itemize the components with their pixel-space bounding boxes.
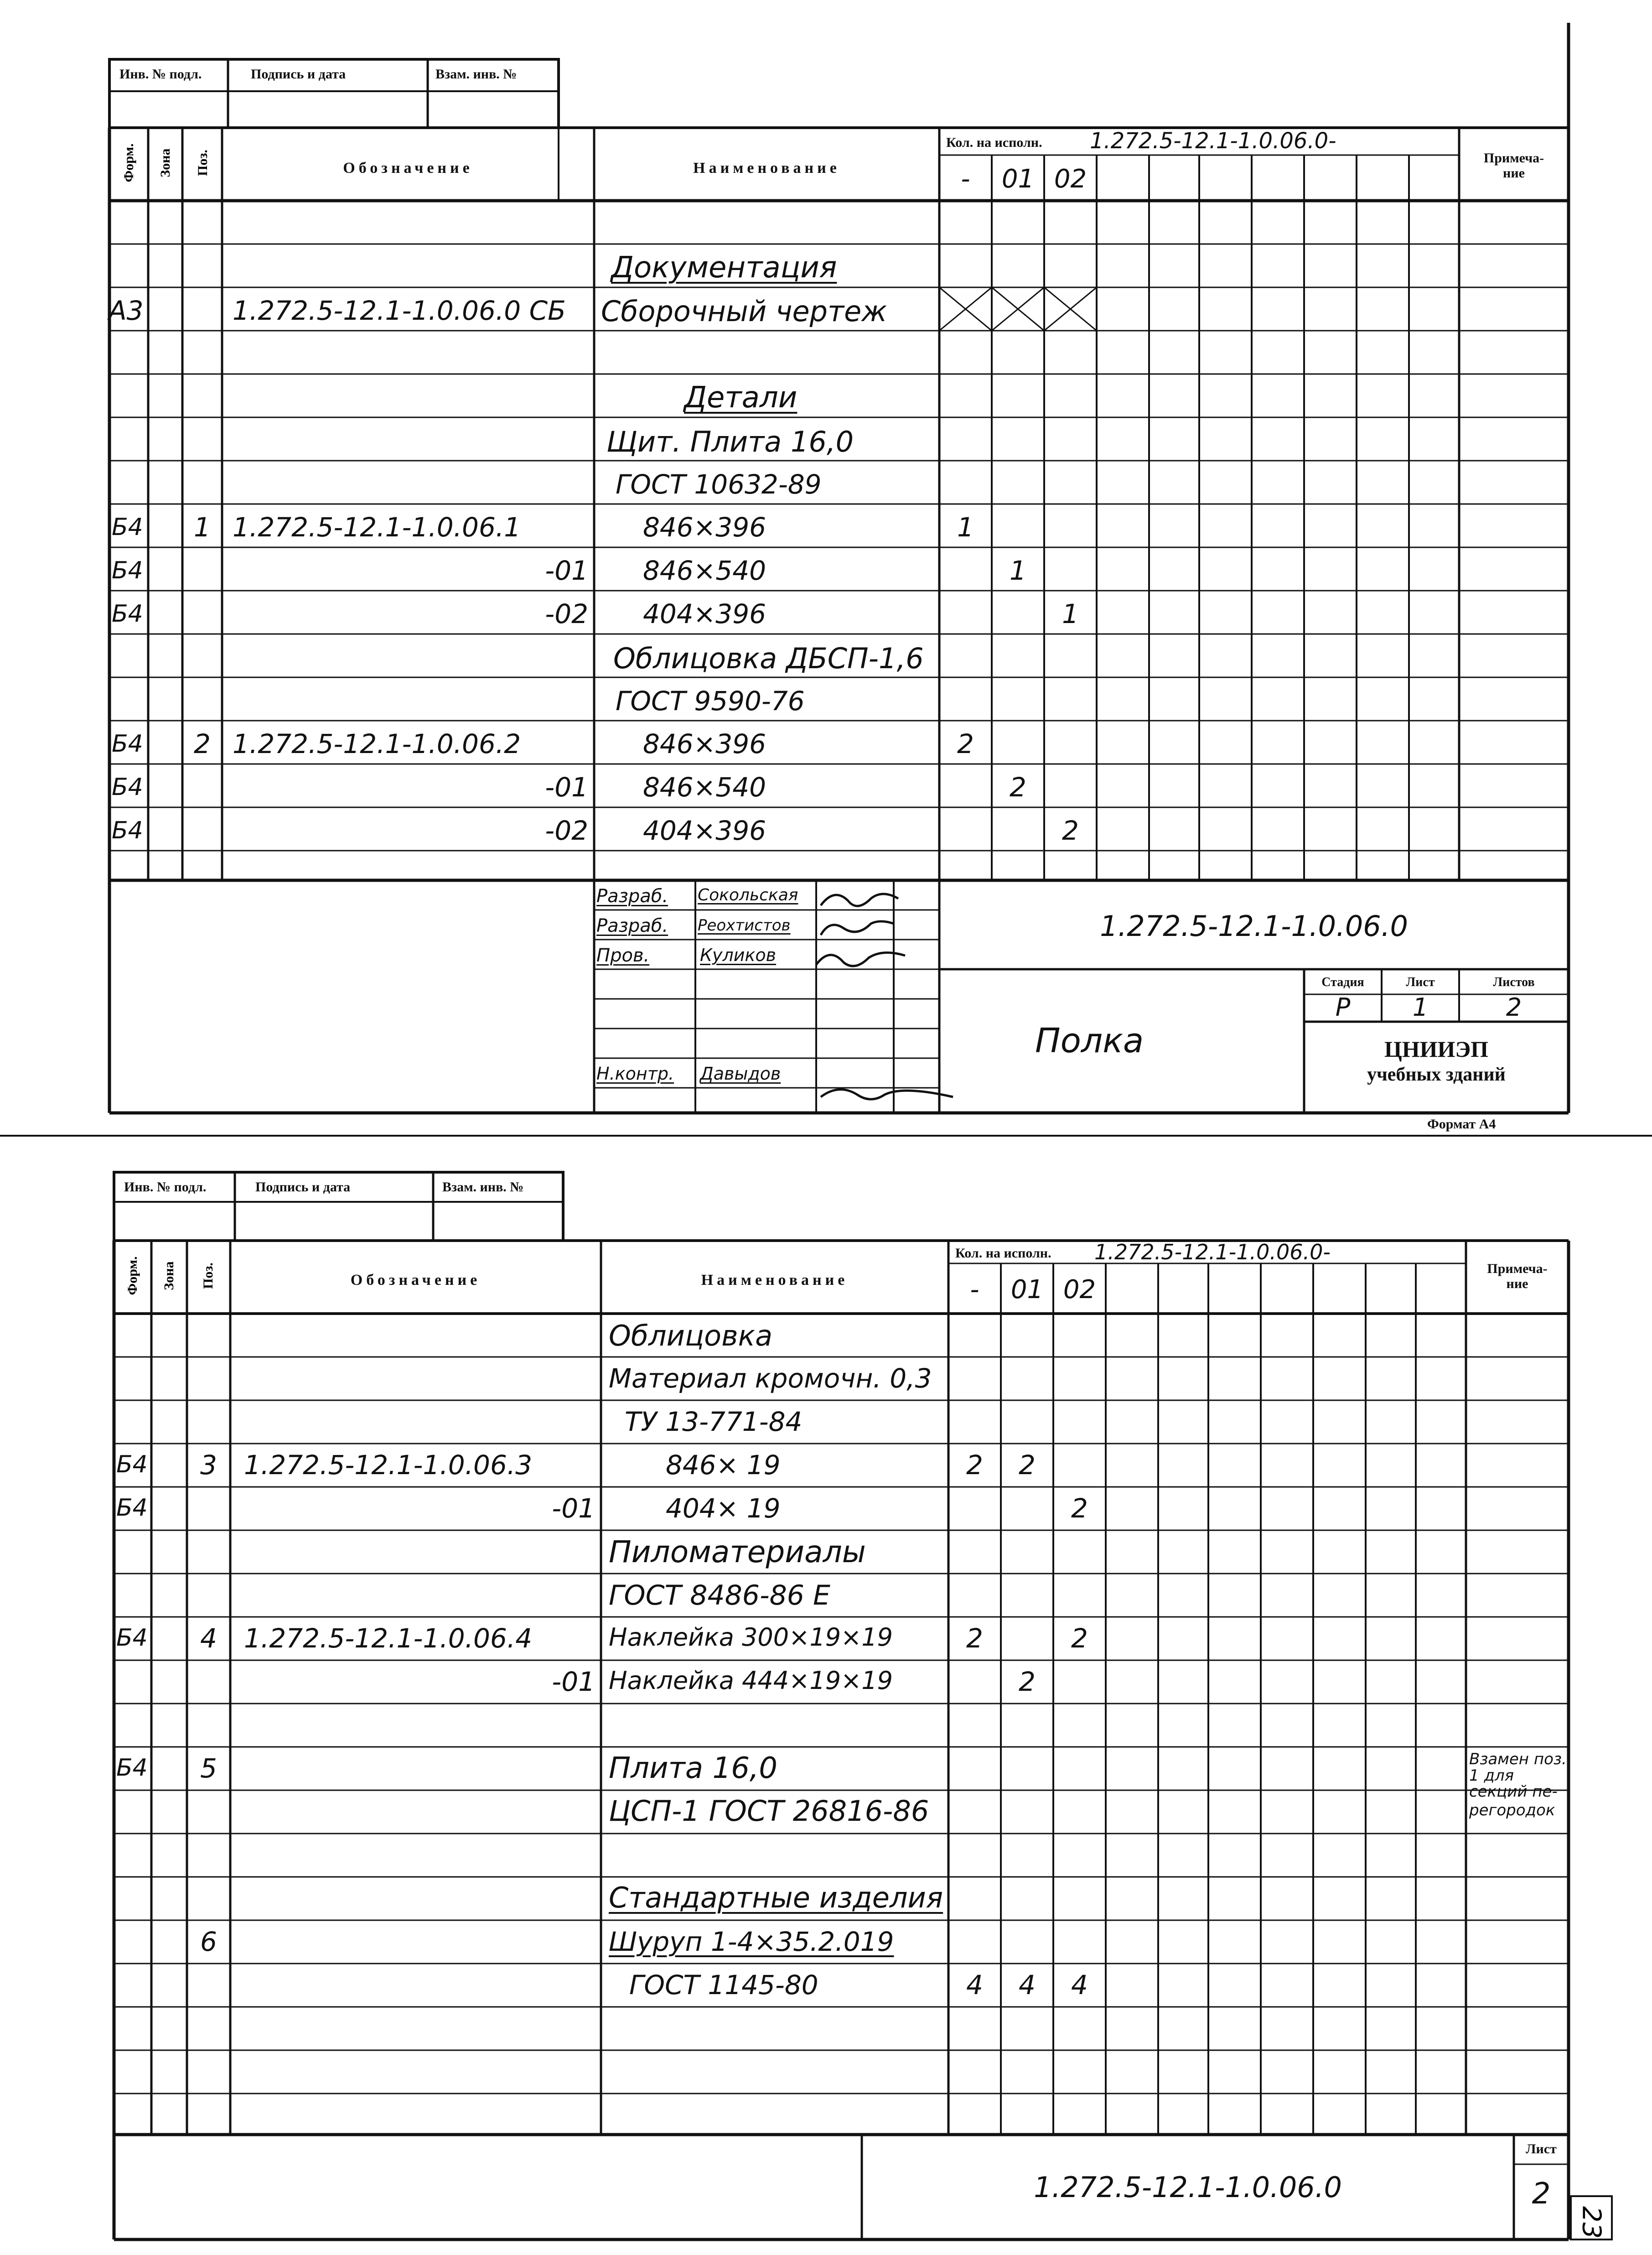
header-kol-code: 1.272.5-12.1-1.0.06.0- (1094, 1240, 1331, 1264)
row-form: Б4 (112, 557, 143, 584)
stamp-role-prov: Пров. (596, 945, 650, 966)
page-number: 23 (1576, 2206, 1606, 2239)
row-name: 846×540 (643, 555, 766, 586)
row-form: Б4 (116, 1754, 148, 1782)
row-pos: 2 (194, 728, 211, 759)
row-name: ГОСТ 9590-76 (616, 686, 805, 717)
stamp-name-razrab-2: Реохтистов (698, 916, 791, 935)
row-code: -01 (545, 555, 588, 586)
row-name: Сборочный чертеж (601, 295, 887, 328)
row-name: 404×396 (643, 815, 766, 846)
row-name: 846×396 (643, 728, 766, 759)
row-name: ГОСТ 10632-89 (616, 469, 822, 500)
row-pos: 5 (200, 1753, 217, 1784)
row-code: 1.272.5-12.1-1.0.06.4 (244, 1623, 533, 1654)
row-pos: 3 (200, 1450, 217, 1481)
row-qty: 2 (966, 1450, 983, 1481)
variant-base: - (961, 164, 970, 194)
row-name: 846×540 (643, 772, 766, 803)
row-qty: 2 (957, 728, 974, 759)
row-code: -02 (545, 815, 588, 846)
stamp-role-nkontr: Н.контр. (596, 1064, 674, 1084)
variant-01: 01 (1010, 1275, 1044, 1304)
row-note: Взамен поз. 1 для секций пе- (1469, 1750, 1567, 1801)
row-form: Б4 (116, 1624, 148, 1652)
format-label: Формат А4 (1427, 1117, 1496, 1132)
row-code: -01 (552, 1666, 595, 1697)
row-pos: 4 (200, 1623, 217, 1654)
header-kol-code: 1.272.5-12.1-1.0.06.0- (1090, 128, 1336, 154)
stamp-role-razrab-2: Разраб. (596, 915, 668, 936)
row-form: Б4 (112, 730, 143, 758)
row-code: -01 (545, 772, 588, 803)
row-name: 404×396 (643, 598, 766, 629)
stamp-doc-code: 1.272.5-12.1-1.0.06.0 (1100, 909, 1408, 943)
row-name: Шуруп 1-4×35.2.019 (609, 1926, 894, 1957)
section-detali: Детали (684, 381, 798, 415)
header-primechanie: Примеча- ние (1483, 151, 1544, 181)
signature-scribbles (816, 894, 953, 1099)
row-qty: 2 (966, 1623, 983, 1654)
row-name: Щит. Плита 16,0 (606, 425, 854, 458)
stamp-name-prov: Куликов (700, 945, 777, 965)
row-name: Плита 16,0 (609, 1751, 777, 1785)
row-name: Наклейка 300×19×19 (609, 1623, 893, 1652)
row-name: ТУ 13-771-84 (625, 1406, 803, 1437)
row-code: 1.272.5-12.1-1.0.06.3 (244, 1450, 533, 1481)
row-name: ЦСП-1 ГОСТ 26816-86 (609, 1794, 929, 1828)
row-form: Б4 (116, 1494, 148, 1522)
row-name: Пиломатериалы (609, 1534, 866, 1569)
row-qty: 1 (957, 512, 974, 543)
row-qty: 2 (1010, 772, 1026, 803)
stamp-stadia-label: Стадия (1321, 975, 1364, 989)
variant-01: 01 (1001, 164, 1035, 194)
row-code: -01 (552, 1493, 595, 1524)
row-qty: 4 (966, 1969, 983, 2000)
header-primechanie: Примеча- ние (1487, 1261, 1548, 1291)
row-qty: 2 (1071, 1493, 1088, 1524)
variant-02: 02 (1063, 1275, 1096, 1304)
row-name: Материал кромочн. 0,3 (609, 1363, 932, 1394)
row-qty: 1 (1010, 555, 1026, 586)
row-form: Б4 (112, 817, 143, 844)
header-oboznachenie: Обозначение (350, 1272, 481, 1289)
stamp-name-nkontr: Давыдов (700, 1064, 781, 1084)
stamp-org-line2: учебных зданий (1367, 1064, 1506, 1085)
stamp-list: 2 (1532, 2177, 1551, 2211)
header-form: Форм. (125, 1256, 140, 1295)
row-code: 1.272.5-12.1-1.0.06.0 СБ (233, 295, 566, 326)
row-name: Наклейка 444×19×19 (609, 1666, 893, 1695)
vzam-inv-label: Взам. инв. № (435, 67, 517, 82)
row-qty: 4 (1019, 1969, 1036, 2000)
stamp-listov: 2 (1506, 993, 1522, 1022)
row-form: Б4 (112, 774, 143, 801)
row-name: 404× 19 (666, 1493, 781, 1524)
section-dokumentaciya: Документация (611, 251, 837, 285)
section-standartnye-izdeliya: Стандартные изделия (609, 1881, 943, 1914)
header-kol-label: Кол. на исполн. (946, 135, 1042, 150)
stamp-stadia: Р (1335, 993, 1351, 1022)
header-poz: Поз. (201, 1263, 216, 1289)
row-qty: 1 (1062, 598, 1079, 629)
row-qty: 2 (1062, 815, 1079, 846)
stamp-org-line1: ЦНИИЭП (1384, 1036, 1489, 1062)
podpis-data-label: Подпись и дата (251, 67, 346, 82)
inv-podl-label: Инв. № подл. (124, 1179, 207, 1195)
row-code: -02 (545, 598, 588, 629)
podpis-data-label: Подпись и дата (255, 1179, 351, 1195)
header-oboznachenie: Обозначение (343, 160, 473, 177)
row-name: 846× 19 (666, 1450, 781, 1481)
row-code: 1.272.5-12.1-1.0.06.2 (233, 728, 521, 759)
header-form: Форм. (121, 143, 136, 182)
header-kol-label: Кол. на исполн. (955, 1246, 1051, 1261)
header-naimenovanie: Наименование (701, 1272, 849, 1289)
row-note: регородок (1469, 1801, 1555, 1819)
row-form: А3 (109, 295, 144, 326)
variant-base: - (970, 1275, 979, 1304)
row-name: 846×396 (643, 512, 766, 543)
row-name: Облицовка ДБСП-1,6 (613, 642, 924, 675)
row-form: Б4 (112, 600, 143, 628)
stamp-list-label: Лист (1406, 975, 1435, 989)
row-pos: 1 (194, 512, 211, 543)
row-form: Б4 (112, 514, 143, 541)
stamp-name-razrab: Сокольская (698, 886, 798, 904)
row-qty: 4 (1071, 1969, 1088, 2000)
vzam-inv-label: Взам. инв. № (442, 1179, 524, 1195)
row-form: Б4 (116, 1451, 148, 1478)
header-naimenovanie: Наименование (693, 160, 840, 177)
stamp-role-razrab: Разраб. (596, 886, 668, 907)
header-poz: Поз. (195, 150, 210, 176)
row-qty: 2 (1019, 1450, 1036, 1481)
stamp-title: Полка (1035, 1021, 1144, 1060)
stamp-doc-code: 1.272.5-12.1-1.0.06.0 (1034, 2171, 1342, 2204)
row-name: ГОСТ 8486-86 Е (609, 1580, 830, 1611)
header-zona: Зона (161, 1261, 176, 1290)
stamp-listov-label: Листов (1493, 975, 1535, 989)
stamp-list-label: Лист (1526, 2141, 1557, 2156)
row-code: 1.272.5-12.1-1.0.06.1 (233, 512, 521, 543)
row-qty: 2 (1019, 1666, 1036, 1697)
inv-podl-label: Инв. № подл. (119, 67, 202, 82)
row-qty: 2 (1071, 1623, 1088, 1654)
row-name: ГОСТ 1145-80 (629, 1969, 818, 2000)
stamp-list: 1 (1412, 993, 1429, 1022)
row-pos: 6 (200, 1926, 217, 1957)
variant-02: 02 (1054, 164, 1087, 194)
row-name: Облицовка (609, 1319, 773, 1352)
header-zona: Зона (158, 148, 173, 177)
